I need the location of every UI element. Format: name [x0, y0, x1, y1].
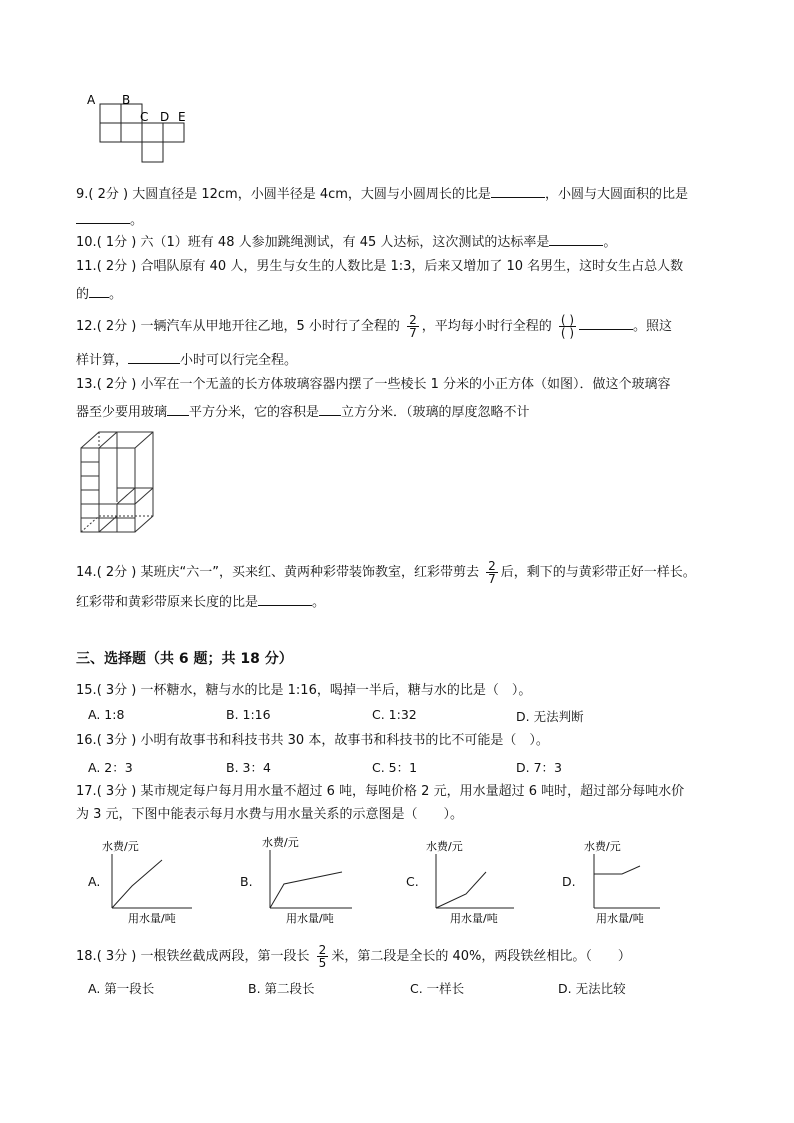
question-points: ( 3分 ) — [96, 683, 137, 698]
question-text: 小时可以行完全程。 — [180, 353, 298, 368]
question-11-cont — [76, 284, 122, 304]
question-points: ( 2分 ) — [96, 259, 137, 274]
fraction-blank[interactable]: $\frac{( )}{( )}$ — [560, 313, 575, 340]
svg-text:用水量/吨: 用水量/吨 — [450, 912, 498, 925]
svg-text:水费/元: 水费/元 — [262, 836, 299, 849]
question-text: 。 — [130, 213, 144, 228]
option-b[interactable]: B. 3：4 — [226, 760, 271, 775]
question-text: 米，第二段是全长的 40%，两段铁丝相比。（ ） — [331, 949, 631, 964]
question-number: 12. — [76, 319, 97, 334]
graph-option-b[interactable] — [256, 832, 366, 926]
question-text: 合唱队原有 40 人，男生与女生的人数比是 1:3，后来又增加了 10 名男生，这时女生占总人数 — [140, 259, 684, 274]
question-9-cont — [76, 210, 143, 230]
answer-blank[interactable] — [76, 210, 130, 224]
option-b[interactable]: B. — [240, 874, 253, 889]
svg-text:用水量/吨: 用水量/吨 — [128, 912, 176, 925]
option-b[interactable]: B. 1:16 — [226, 707, 271, 722]
answer-blank[interactable] — [167, 402, 189, 416]
question-15 — [76, 682, 531, 700]
question-13 — [76, 376, 671, 394]
answer-blank[interactable] — [491, 184, 545, 198]
question-text: 六（1）班有 48 人参加跳绳测试，有 45 人达标，这次测试的达标率是 — [140, 235, 550, 250]
svg-text:用水量/吨: 用水量/吨 — [286, 912, 334, 925]
question-text: 一根铁丝截成两段，第一段长 — [140, 949, 310, 964]
option-d[interactable]: D. 7：3 — [516, 760, 562, 775]
net-label-c: C — [140, 110, 149, 124]
option-d[interactable]: D. 无法比较 — [558, 981, 626, 996]
option-a[interactable]: A. 1:8 — [88, 707, 125, 722]
question-17-cont — [76, 806, 463, 824]
question-16 — [76, 732, 549, 750]
answer-blank[interactable] — [319, 402, 341, 416]
question-points: ( 2分 ) — [88, 187, 129, 202]
graph-option-d[interactable] — [582, 836, 692, 926]
question-10 — [76, 232, 616, 252]
question-number: 11. — [76, 259, 97, 274]
option-c[interactable]: C. — [406, 874, 419, 889]
answer-blank[interactable] — [258, 592, 312, 606]
graph-option-c[interactable] — [420, 836, 530, 926]
svg-text:水费/元: 水费/元 — [102, 840, 139, 853]
question-number: 18. — [76, 949, 97, 964]
question-number: 10. — [76, 235, 97, 250]
question-text: 的 — [76, 287, 90, 302]
question-points: ( 2分 ) — [96, 565, 137, 580]
question-points: ( 1分 ) — [96, 235, 137, 250]
question-points: ( 2分 ) — [96, 319, 137, 334]
question-text: 样计算， — [76, 353, 129, 368]
question-number: 17. — [76, 784, 97, 799]
option-c[interactable]: C. 一样长 — [410, 981, 465, 996]
cube-net-figure — [84, 90, 194, 166]
question-points: ( 3分 ) — [96, 784, 137, 799]
option-d[interactable]: D. 无法判断 — [516, 709, 584, 724]
question-9 — [76, 184, 688, 204]
question-number: 14. — [76, 565, 97, 580]
question-number: 13. — [76, 377, 97, 392]
question-text: 平方分米，它的容积是 — [189, 405, 320, 420]
question-18 — [76, 944, 631, 969]
question-14-cont — [76, 592, 325, 612]
answer-blank[interactable] — [128, 350, 180, 364]
question-points: ( 2分 ) — [96, 377, 137, 392]
question-number: 9. — [76, 187, 89, 202]
net-label-a: A — [87, 93, 96, 107]
fraction-2-5: $\frac{2}{5}$ — [318, 943, 327, 970]
graph-option-a[interactable] — [100, 836, 210, 926]
question-14 — [76, 560, 696, 585]
option-c[interactable]: C. 1:32 — [372, 707, 417, 722]
net-label-e: E — [178, 110, 186, 124]
question-text: 红彩带和黄彩带原来长度的比是 — [76, 595, 259, 610]
question-text: 小军在一个无盖的长方体玻璃容器内摆了一些棱长 1 分米的小正方体（如图）．做这个玻璃容 — [140, 377, 671, 392]
question-11 — [76, 258, 683, 276]
question-number: 15. — [76, 683, 97, 698]
question-text: 一辆汽车从甲地开往乙地，5 小时行了全程的 — [140, 319, 400, 334]
svg-text:用水量/吨: 用水量/吨 — [596, 912, 644, 925]
option-a[interactable]: A. 2：3 — [88, 760, 133, 775]
question-text: 某市规定每户每月用水量不超过 6 吨，每吨价格 2 元，用水量超过 6 吨时，超过部分每吨水价 — [140, 784, 685, 799]
question-points: ( 3分 ) — [96, 733, 137, 748]
question-text: 后，剩下的与黄彩带正好一样长。 — [500, 565, 696, 580]
question-text: 。 — [109, 287, 123, 302]
net-label-b: B — [122, 93, 131, 107]
question-12-cont — [76, 350, 297, 370]
option-b[interactable]: B. 第二段长 — [248, 981, 315, 996]
option-d[interactable]: D. — [562, 874, 576, 889]
question-text: 为 3 元，下图中能表示每月水费与用水量关系的示意图是（ ）。 — [76, 807, 464, 822]
question-12 — [76, 314, 672, 339]
fraction-2-7: $\frac{2}{7}$ — [488, 559, 496, 586]
option-c[interactable]: C. 5：1 — [372, 760, 418, 775]
answer-blank[interactable] — [579, 316, 633, 330]
fraction-2-7: $\frac{2}{7}$ — [409, 313, 417, 340]
question-text: 。 — [312, 595, 326, 610]
question-13-cont — [76, 402, 530, 422]
question-text: ，小圆与大圆面积的比是 — [544, 187, 688, 202]
question-text: 一杯糖水，糖与水的比是 1:16，喝掉一半后，糖与水的比是（ ）。 — [140, 683, 532, 698]
svg-text:水费/元: 水费/元 — [584, 840, 621, 853]
question-text: 。 — [603, 235, 617, 250]
option-a[interactable]: A. — [88, 874, 101, 889]
svg-text:水费/元: 水费/元 — [426, 840, 463, 853]
question-text: 。照这 — [633, 319, 673, 334]
net-label-d: D — [160, 110, 170, 124]
question-text: 小明有故事书和科技书共 30 本，故事书和科技书的比不可能是（ ）。 — [140, 733, 549, 748]
question-points: ( 3分 ) — [96, 949, 137, 964]
question-text: ，平均每小时行全程的 — [421, 319, 552, 334]
answer-blank[interactable] — [89, 284, 109, 298]
glass-container-figure — [80, 430, 156, 534]
question-text: 某班庆“六一”，买来红、黄两种彩带装饰教室，红彩带剪去 — [140, 565, 479, 580]
question-text: 立方分米．（玻璃的厚度忽略不计 — [341, 405, 530, 420]
question-number: 16. — [76, 733, 97, 748]
question-17 — [76, 783, 684, 801]
section-heading: 三、选择题（共 6 题；共 18 分） — [76, 651, 293, 667]
option-a[interactable]: A. 第一段长 — [88, 981, 155, 996]
answer-blank[interactable] — [549, 232, 603, 246]
question-text: 器至少要用玻璃 — [76, 405, 168, 420]
question-text: 大圆直径是 12cm，小圆半径是 4cm，大圆与小圆周长的比是 — [132, 187, 491, 202]
